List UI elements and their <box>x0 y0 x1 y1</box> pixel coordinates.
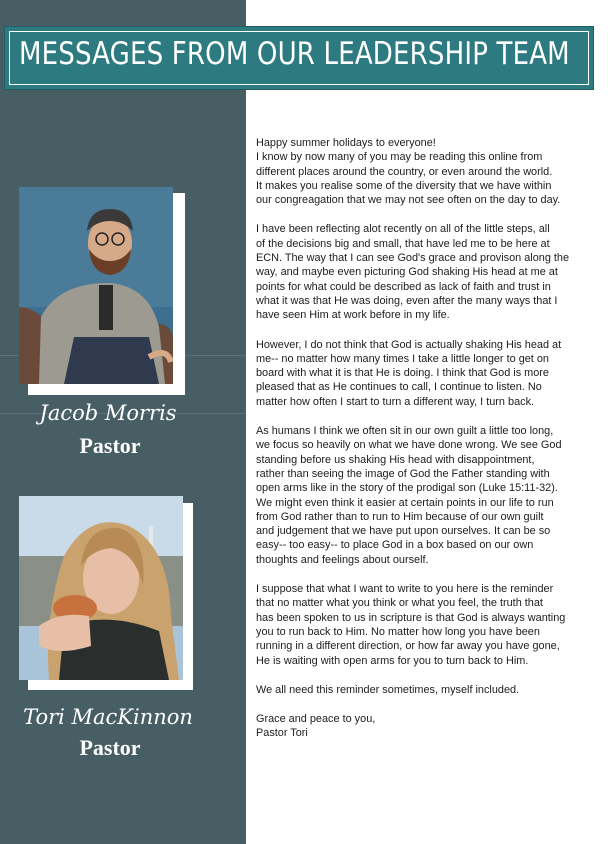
letter-line: I have been reflecting alot recently on all of the little steps, all <box>256 223 550 236</box>
letter-line: I suppose that what I want to write to you here is the reminder <box>256 583 554 596</box>
letter-line: rather than seeing the image of God the Father standing with <box>256 467 550 480</box>
leader-photo-tori <box>19 496 183 680</box>
letter-line: has been spoken to us in scripture is that God is always wanting <box>256 611 566 624</box>
letter-paragraph <box>256 222 604 322</box>
header-banner <box>4 26 594 90</box>
letter-line: me-- no matter how many times I take a little longer to get on <box>256 352 549 365</box>
letter-line: standing before us shaking His head with disappointment, <box>256 453 535 466</box>
letter-line: He is waiting with open arms for you to turn back to Him. <box>256 654 529 667</box>
letter-line: you to run back to Him. No matter how long you have been <box>256 625 540 638</box>
letter-line: points for what could be described as lack of faith and trust in <box>256 280 551 293</box>
letter-line: our congreagation that we may not see often on the day to day. <box>256 194 561 207</box>
letter-line: easy-- too easy-- to place God in a box based on our own <box>256 539 534 552</box>
letter-line: open arms like in the story of the prodigal son (Luke 15:11-32). <box>256 482 558 495</box>
portrait-image <box>19 187 173 384</box>
leader-name: Tori MacKinnon <box>23 705 193 729</box>
letter-line: that no matter what you think or what you feel, the truth that <box>256 597 543 610</box>
letter-line: It makes you realise some of the diversity that we have within <box>256 179 552 192</box>
letter-line: However, I do not think that God is actually shaking His head at <box>256 338 562 351</box>
letter-line: have seen Him at work before in my life. <box>256 309 450 322</box>
letter-line: way, and maybe even picturing God shaking His head at me at <box>256 266 558 279</box>
leader-role: Pastor <box>79 735 141 760</box>
letter-line: Pastor Tori <box>256 727 308 740</box>
letter-line: Happy summer holidays to everyone! <box>256 137 436 149</box>
letter-line: and judgement that we have put upon ourselves. It can be so <box>256 525 551 538</box>
letter-line: running in a different direction, or how far away you have gone, <box>256 640 560 653</box>
letter-line: pleased that as He continues to call, I continue to listen. No <box>256 381 542 394</box>
portrait-image <box>19 496 183 680</box>
letter-line: We all need this reminder sometimes, myself included. <box>256 683 520 696</box>
letter-line: different places around the country, or even around the world. <box>256 165 553 178</box>
page-title: MESSAGES FROM OUR LEADERSHIP TEAM <box>19 36 570 72</box>
letter-line: We might even think it easier at certain points in our life to run <box>256 496 554 509</box>
letter-line: matter how often I start to turn a different way, I turn back. <box>256 395 535 408</box>
letter-body <box>256 136 604 756</box>
letter-line: from God rather than to run to Him because of our own guilt <box>256 510 544 523</box>
leader-name: Jacob Morris <box>39 401 177 425</box>
letter-line: of the decisions big and small, that have led me to be here at <box>256 237 550 250</box>
letter-paragraph <box>256 683 604 697</box>
letter-paragraph <box>256 582 604 668</box>
letter-paragraph <box>256 424 604 567</box>
letter-line: ECN. The way that I can see God's grace and provison along the <box>256 252 570 265</box>
letter-line: Grace and peace to you, <box>256 713 376 726</box>
letter-line: we focus so heavily on what we have done wrong. We see God <box>256 439 562 452</box>
letter-line: As humans I think we often sit in our own guilt a little too long, <box>256 425 554 438</box>
letter-paragraph <box>256 338 604 409</box>
letter-line: I know by now many of you may be reading this online from <box>256 151 543 164</box>
letter-line: thoughts and feelings about ourself. <box>256 553 429 566</box>
leader-photo-jacob <box>19 187 173 384</box>
letter-line: what it was that He was doing, even after the many ways that I <box>256 294 558 307</box>
leader-role: Pastor <box>79 433 141 458</box>
letter-line: board with what it is that He is doing. I think that God is more <box>256 367 549 380</box>
letter-paragraph <box>256 712 604 741</box>
letter-paragraph <box>256 136 604 207</box>
